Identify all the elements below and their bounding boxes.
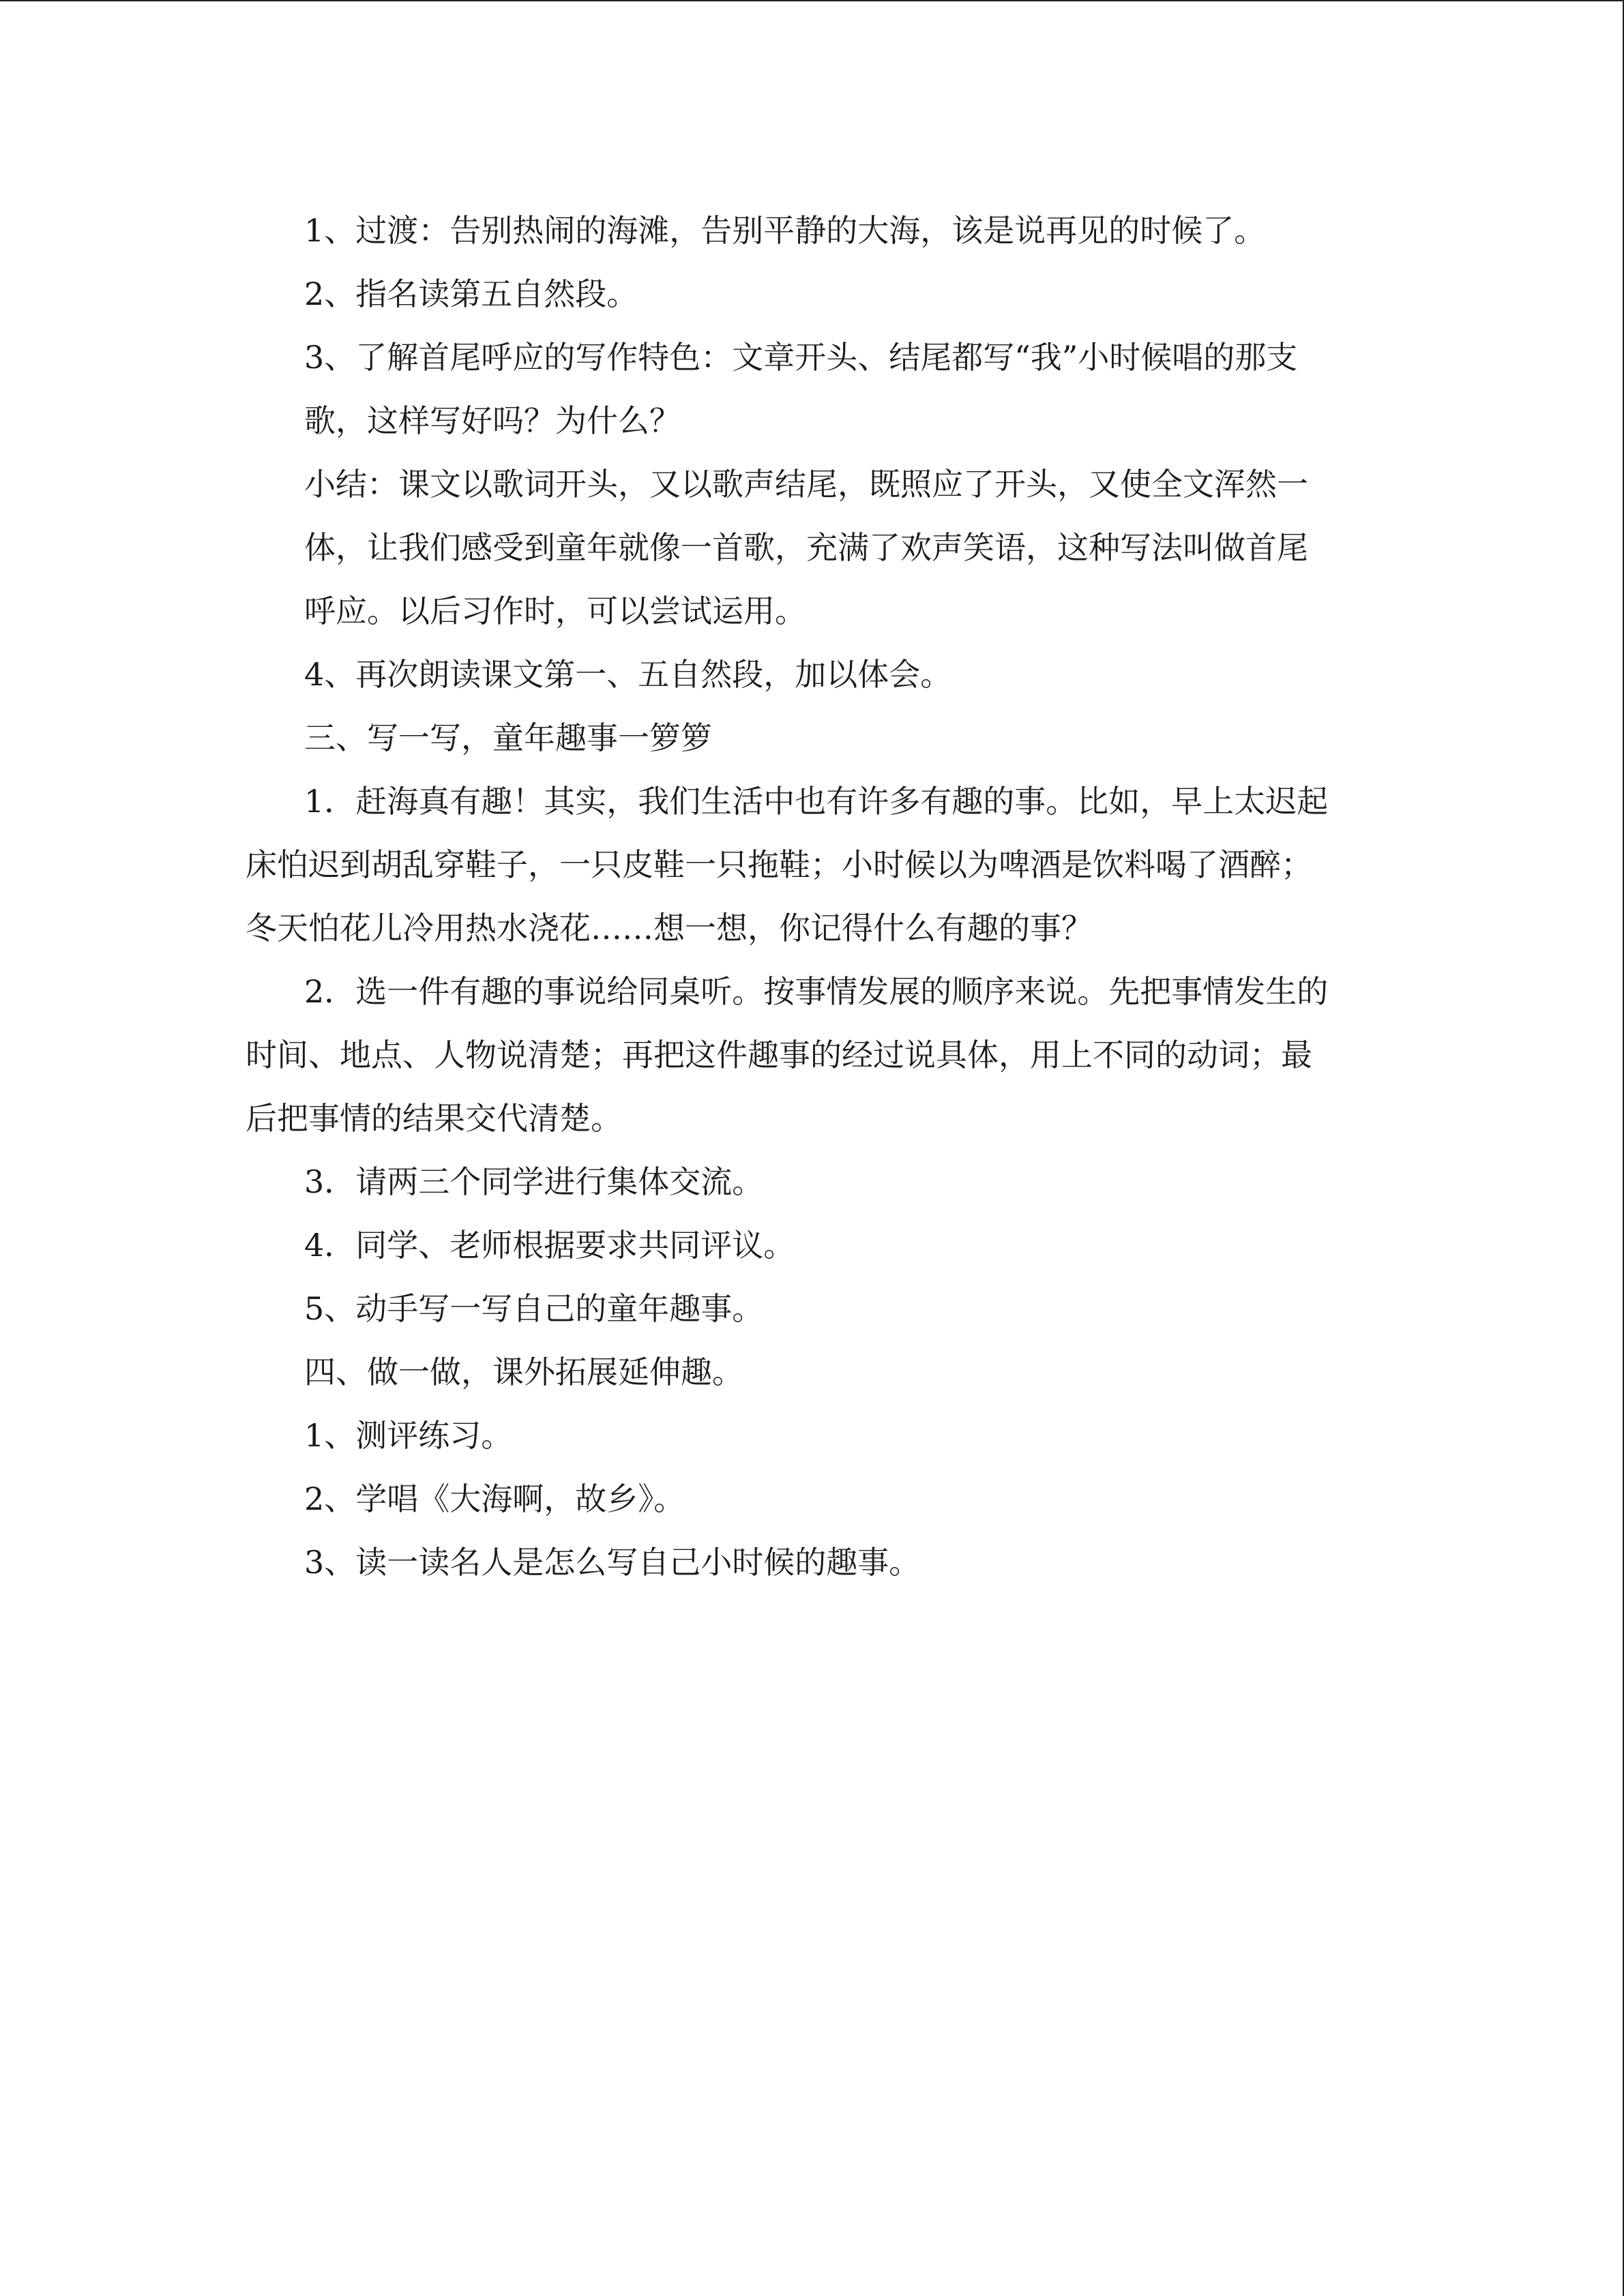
text-line: 2．选一件有趣的事说给同桌听。按事情发展的顺序来说。先把事情发生的 xyxy=(304,973,1329,1010)
text-line: 体，让我们感受到童年就像一首歌，充满了欢声笑语，这种写法叫做首尾 xyxy=(304,529,1308,566)
text-line: 4．同学、老师根据要求共同评议。 xyxy=(304,1227,795,1264)
text-line: 时间、地点、人物说清楚；再把这件趣事的经过说具体，用上不同的动词；最 xyxy=(246,1037,1312,1073)
text-line: 1．赶海真有趣！其实，我们生活中也有许多有趣的事。比如，早上太迟起 xyxy=(304,783,1329,820)
text-line: 小结：课文以歌词开头，又以歌声结尾，既照应了开头，又使全文浑然一 xyxy=(304,466,1308,503)
text-line: 1、过渡：告别热闹的海滩，告别平静的大海，该是说再见的时候了。 xyxy=(304,212,1266,249)
text-line: 3、读一读名人是怎么写自己小时候的趣事。 xyxy=(304,1544,921,1581)
text-line: 冬天怕花儿冷用热水浇花……想一想，你记得什么有趣的事？ xyxy=(246,910,1093,946)
text-line: 4、再次朗读课文第一、五自然段，加以体会。 xyxy=(304,656,952,693)
text-line: 后把事情的结果交代清楚。 xyxy=(246,1100,622,1137)
text-line: 歌，这样写好吗？为什么？ xyxy=(304,402,681,439)
document-body xyxy=(246,199,1371,1594)
text-line: 1、测评练习。 xyxy=(304,1417,513,1454)
text-line: 三、写一写，童年趣事一箩箩 xyxy=(304,719,712,756)
text-line: 3．请两三个同学进行集体交流。 xyxy=(304,1163,764,1200)
text-line: 呼应。以后习作时，可以尝试运用。 xyxy=(304,593,806,629)
text-line: 2、指名读第五自然段。 xyxy=(304,275,638,312)
text-line: 四、做一做，课外拓展延伸趣。 xyxy=(304,1354,743,1390)
text-line: 3、了解首尾呼应的写作特色：文章开头、结尾都写“我”小时候唱的那支 xyxy=(304,339,1298,376)
text-line: 5、动手写一写自己的童年趣事。 xyxy=(304,1290,764,1327)
text-line: 2、学唱《大海啊，故乡》。 xyxy=(304,1480,685,1517)
text-line: 床怕迟到胡乱穿鞋子，一只皮鞋一只拖鞋；小时候以为啤酒是饮料喝了酒醉； xyxy=(246,846,1312,883)
